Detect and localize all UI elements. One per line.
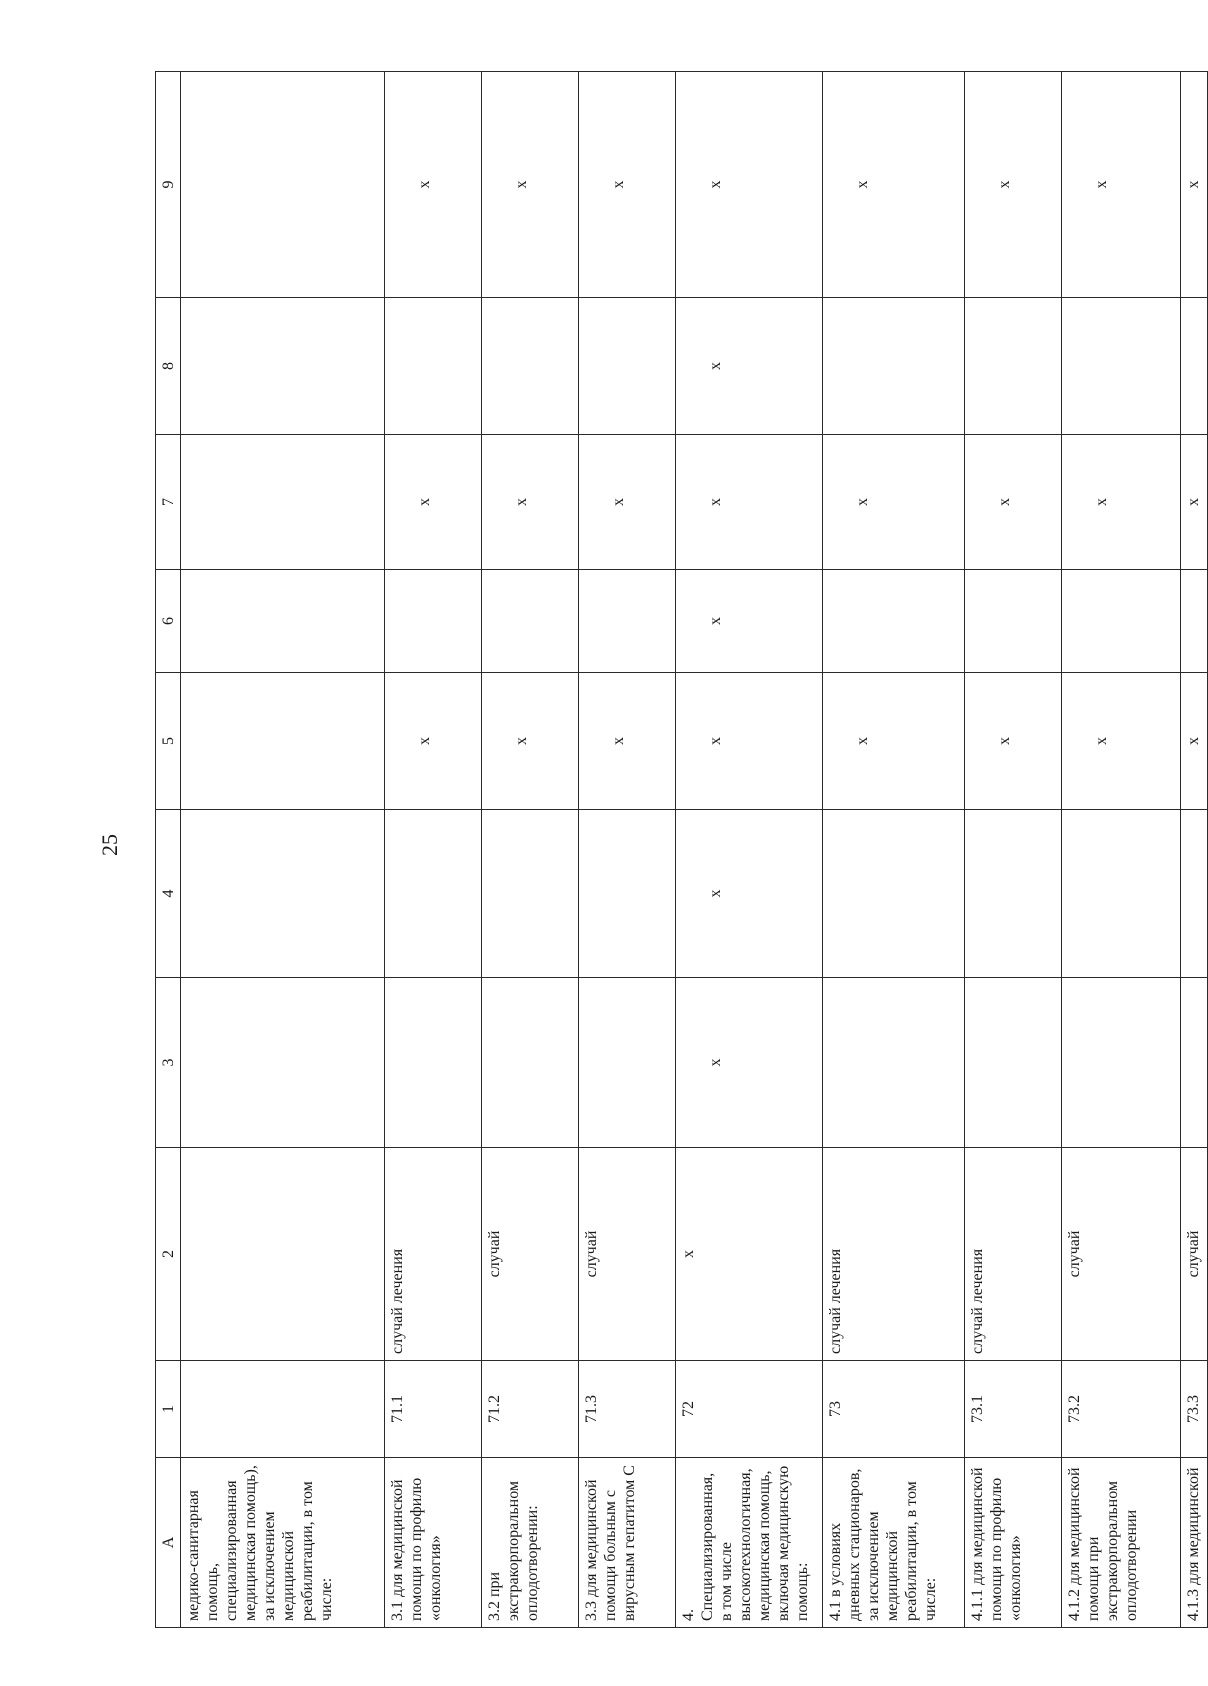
value-cell-3: x [676,978,823,1148]
header-cell-a: A [156,1458,181,1628]
header-cell-9: 9 [156,72,181,298]
row-label-cell: 4.1.2 для медицинской помощи при экстракорпоральном оплодотворении [1062,1458,1181,1628]
value-cell-6 [1181,570,1208,673]
value-cell-6 [823,570,965,673]
value-cell-3 [1181,978,1208,1148]
value-cell-7: x [823,435,965,570]
value-cell-5: x [1062,673,1181,810]
row-code-cell [181,1361,385,1458]
value-cell-8 [385,298,482,435]
value-cell-7: x [965,435,1062,570]
value-cell-6 [482,570,579,673]
row-code-cell: 73.2 [1062,1361,1181,1458]
value-cell-9: x [823,72,965,298]
value-cell-3 [1062,978,1181,1148]
unit-cell [181,1148,385,1361]
table-row [823,72,965,1628]
value-cell-9: x [1181,72,1208,298]
value-cell-8 [482,298,579,435]
row-label-cell: 3.2 при экстракорпоральном оплодотворении: [482,1458,579,1628]
value-cell-4 [579,810,676,978]
row-label-cell: 4.1.3 для медицинской [1181,1458,1208,1628]
page-number: 25 [97,834,122,856]
value-cell-5 [181,673,385,810]
unit-cell: случай [579,1148,676,1361]
row-label-cell: 3.3 для медицинской помощи больным с вирусным гепатитом С [579,1458,676,1628]
row-label-cell: 3.1 для медицинской помощи по профилю «онкология» [385,1458,482,1628]
value-cell-3 [181,978,385,1148]
table-row [1181,72,1208,1628]
value-cell-5: x [385,673,482,810]
value-cell-4 [385,810,482,978]
value-cell-3 [579,978,676,1148]
rotated-table-container [155,72,1202,1628]
value-cell-8 [965,298,1062,435]
unit-cell: случай лечения [823,1148,965,1361]
value-cell-6 [385,570,482,673]
row-code-cell: 73 [823,1361,965,1458]
row-code-cell: 73.1 [965,1361,1062,1458]
row-code-cell: 72 [676,1361,823,1458]
row-code-cell: 71.2 [482,1361,579,1458]
row-code-cell: 71.1 [385,1361,482,1458]
value-cell-8 [579,298,676,435]
unit-cell: случай [1062,1148,1181,1361]
value-cell-9: x [579,72,676,298]
value-cell-6 [579,570,676,673]
value-cell-7: x [1062,435,1181,570]
value-cell-9: x [965,72,1062,298]
value-cell-3 [823,978,965,1148]
value-cell-9 [181,72,385,298]
unit-cell: случай [1181,1148,1208,1361]
row-label-cell: 4. Специализированная, в том числе высокотехнологичная, медицинская помощь, включая медицинскую помощь: [676,1458,823,1628]
value-cell-3 [482,978,579,1148]
table-row [385,72,482,1628]
table-row [579,72,676,1628]
value-cell-3 [965,978,1062,1148]
table-row [965,72,1062,1628]
unit-cell: случай лечения [965,1148,1062,1361]
header-cell-4: 4 [156,810,181,978]
table-row [676,72,823,1628]
value-cell-9: x [385,72,482,298]
value-cell-6 [1062,570,1181,673]
header-cell-3: 3 [156,978,181,1148]
value-cell-4 [482,810,579,978]
table-row [1062,72,1181,1628]
value-cell-6 [965,570,1062,673]
value-cell-5: x [579,673,676,810]
value-cell-7 [181,435,385,570]
value-cell-5: x [482,673,579,810]
value-cell-6 [181,570,385,673]
header-row [156,72,181,1628]
value-cell-8: x [676,298,823,435]
value-cell-6: x [676,570,823,673]
value-cell-3 [385,978,482,1148]
value-cell-4 [965,810,1062,978]
table-row [181,72,385,1628]
value-cell-9: x [676,72,823,298]
value-cell-8 [181,298,385,435]
value-cell-7: x [676,435,823,570]
row-label-cell: медико-санитарная помощь, специализированная медицинская помощь), за исключением медицинской реабилитации, в том числе: [181,1458,385,1628]
unit-cell: x [676,1148,823,1361]
header-cell-7: 7 [156,435,181,570]
value-cell-7: x [385,435,482,570]
value-cell-5: x [1181,673,1208,810]
value-cell-4: x [676,810,823,978]
row-label-cell: 4.1.1 для медицинской помощи по профилю «онкология» [965,1458,1062,1628]
value-cell-7: x [1181,435,1208,570]
header-cell-8: 8 [156,298,181,435]
value-cell-7: x [579,435,676,570]
unit-cell: случай [482,1148,579,1361]
value-cell-5: x [823,673,965,810]
row-code-cell: 71.3 [579,1361,676,1458]
value-cell-4 [1181,810,1208,978]
data-table [155,71,1208,1628]
value-cell-4 [823,810,965,978]
value-cell-8 [823,298,965,435]
value-cell-9: x [1062,72,1181,298]
unit-cell: случай лечения [385,1148,482,1361]
value-cell-4 [1062,810,1181,978]
table-row [482,72,579,1628]
header-cell-5: 5 [156,673,181,810]
value-cell-5: x [965,673,1062,810]
header-cell-6: 6 [156,570,181,673]
value-cell-4 [181,810,385,978]
header-cell-1: 1 [156,1361,181,1458]
value-cell-8 [1181,298,1208,435]
value-cell-5: x [676,673,823,810]
value-cell-8 [1062,298,1181,435]
header-cell-2: 2 [156,1148,181,1361]
value-cell-9: x [482,72,579,298]
row-label-cell: 4.1 в условиях дневных стационаров, за исключением медицинской реабилитации, в том числе: [823,1458,965,1628]
row-code-cell: 73.3 [1181,1361,1208,1458]
value-cell-7: x [482,435,579,570]
